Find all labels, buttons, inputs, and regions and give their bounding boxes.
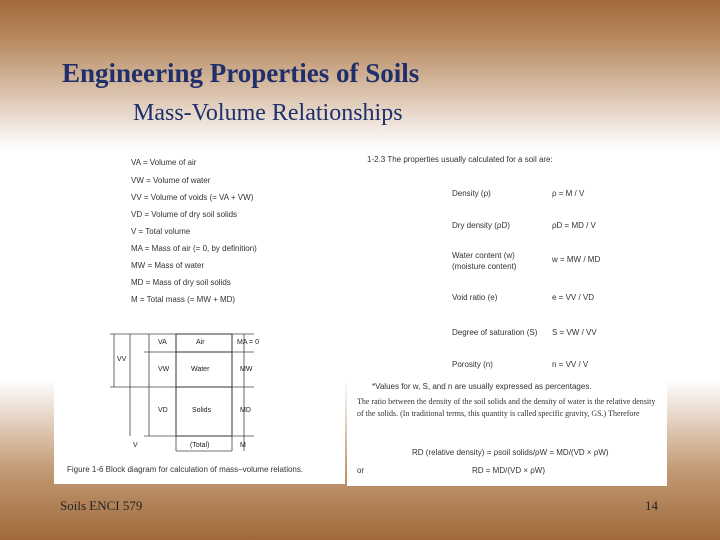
property-formula: e = VV / VD	[552, 293, 595, 302]
mw-label: MW	[240, 366, 253, 373]
property-name: Density (ρ)	[452, 189, 491, 198]
vd-label: VD	[158, 407, 168, 414]
equation-rd: RD (relative density) = ρsoil solids/ρW = MD/(VD × ρW)	[412, 448, 609, 457]
relative-density-paragraph: The ratio between the density of the soil solids and the density of water is the relative density of the solids. (In traditional terms, this quantity is called specific gravity, GS.) Therefore	[357, 397, 656, 418]
v-label: V	[133, 442, 138, 449]
definition-m: M = Total mass (= MW + MD)	[131, 295, 236, 304]
va-label: VA	[158, 339, 167, 346]
property-formula: ρD = MD / V	[552, 221, 596, 230]
property-name: Water content (w)	[452, 251, 515, 260]
block-diagram	[54, 151, 345, 484]
property-name: Porosity (n)	[452, 360, 493, 369]
definition-v: V = Total volume	[131, 227, 191, 236]
solids-label: Solids	[192, 407, 212, 414]
property-formula: ρ = M / V	[552, 189, 585, 198]
slide-title: Engineering Properties of Soils	[62, 58, 420, 88]
definition-ma: MA = Mass of air (= 0, by definition)	[131, 244, 257, 253]
air-label: Air	[196, 339, 205, 346]
vv-label: VV	[117, 356, 127, 363]
slide-number: 14	[645, 498, 658, 513]
md-label: MD	[240, 407, 251, 414]
definition-vw: VW = Volume of water	[131, 176, 211, 185]
m-label: M	[240, 442, 246, 449]
ma-label: MA = 0	[237, 339, 259, 346]
properties-header: 1-2.3 The properties usually calculated for a soil are:	[367, 155, 553, 164]
definition-vv: VV = Volume of voids (= VA + VW)	[131, 193, 254, 202]
total-label: (Total)	[190, 442, 210, 449]
footnote: *Values for w, S, and n are usually expressed as percentages.	[372, 382, 592, 391]
equation-rd-alt: RD = MD/(VD × ρW)	[472, 466, 545, 475]
property-name-note: (moisture content)	[452, 262, 517, 271]
property-name: Degree of saturation (S)	[452, 328, 538, 337]
property-formula: n = VV / V	[552, 360, 589, 369]
vw-label: VW	[158, 366, 170, 373]
property-formula: w = MW / MD	[552, 255, 601, 264]
soil-properties-figure	[347, 151, 667, 486]
definition-md: MD = Mass of dry soil solids	[131, 278, 231, 287]
slide-subtitle: Mass-Volume Relationships	[133, 100, 403, 126]
definition-mw: MW = Mass of water	[131, 261, 205, 270]
property-name: Dry density (ρD)	[452, 221, 510, 230]
definition-vd: VD = Volume of dry soil solids	[131, 210, 238, 219]
or-label: or	[357, 466, 365, 475]
water-label: Water	[191, 366, 210, 373]
definition-va: VA = Volume of air	[131, 158, 197, 167]
property-formula: S = VW / VV	[552, 328, 597, 337]
property-name: Void ratio (e)	[452, 293, 498, 302]
figure-caption: Figure 1-6 Block diagram for calculation of mass–volume relations.	[67, 465, 304, 474]
block-diagram-figure	[54, 151, 345, 484]
footer-course: Soils ENCI 579	[60, 498, 143, 513]
